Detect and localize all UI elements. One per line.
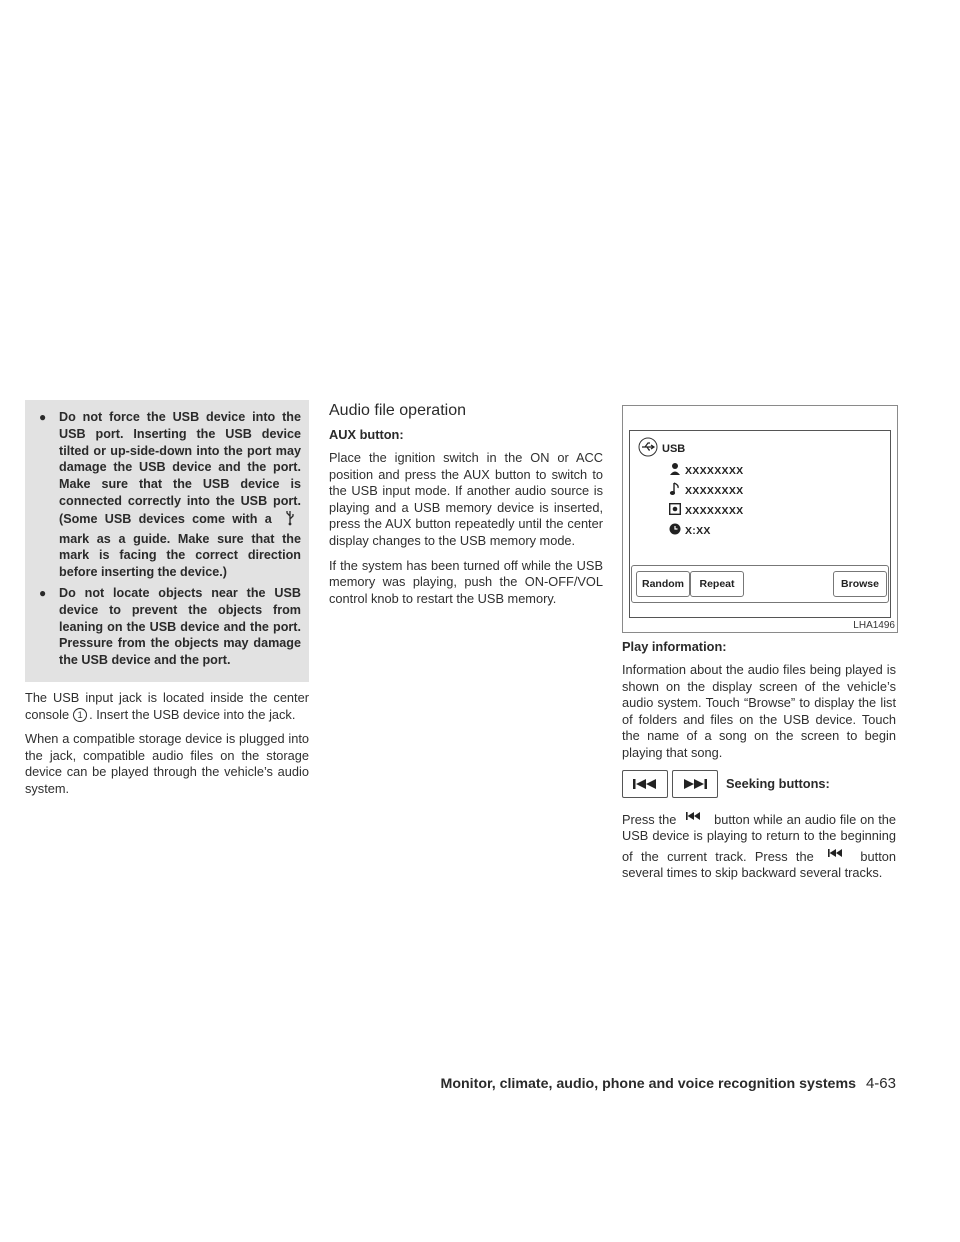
album-icon	[669, 502, 681, 520]
seek-buttons-row	[622, 770, 896, 798]
caution-item-objects	[33, 585, 301, 669]
song-text: XXXXXXXX	[685, 485, 744, 497]
page-number: 4-63	[865, 1075, 896, 1092]
bullet-icon: ●	[39, 585, 47, 600]
right-column	[622, 405, 896, 890]
footer-title: Monitor, climate, audio, phone and voice recognition systems	[440, 1076, 856, 1092]
screen-title	[638, 439, 685, 459]
clock-icon	[669, 522, 681, 540]
seek-text-2: button while an audio file on the USB device is playing to return to the beginning of the current track. Press the	[622, 811, 896, 864]
music-note-icon	[669, 482, 681, 501]
bullet-icon: ●	[39, 410, 47, 424]
middle-column	[329, 402, 603, 615]
artist-text: XXXXXXXX	[685, 465, 744, 477]
browse-button[interactable]: Browse	[833, 571, 887, 597]
skip-back-icon	[632, 778, 658, 790]
seek-text-1: Press the	[622, 811, 677, 827]
aux-paragraph-2: If the system has been turned off while the USB memory was playing, push the ON-OFF/VOL control knob to restart the USB memory.	[329, 557, 603, 606]
skip-forward-icon	[682, 778, 708, 790]
usb-jack-paragraph	[25, 690, 309, 723]
album-row	[669, 503, 743, 519]
caution-text-part1: Do not force the USB device into the USB port. Inserting the USB device tilted or up-side-down into the port may damage the USB device and the port. Make sure that the USB device is connected correctly into the USB port. (Some USB devices come with a	[59, 410, 301, 526]
aux-heading: AUX button:	[329, 427, 404, 442]
skip-back-icon	[828, 845, 842, 862]
seek-paragraph	[622, 808, 896, 882]
artist-icon	[669, 462, 681, 481]
seek-heading: Seeking buttons:	[726, 776, 830, 792]
aux-paragraph-1: Place the ignition switch in the ON or ACC position and press the AUX button to switch to the USB input mode. If another audio source is playing and a USB memory device is inserted, press the AUX button repeatedly until the center display changes to the USB memory mode.	[329, 450, 603, 548]
caution-text-part2: mark as a guide. Make sure that the mark is facing the correct direction before inserting the device.)	[59, 531, 301, 580]
time-text: X:XX	[685, 525, 711, 537]
usb-icon	[638, 437, 658, 462]
time-row	[669, 523, 711, 539]
left-column	[25, 400, 309, 806]
usb-trident-icon	[285, 510, 295, 531]
repeat-button[interactable]: Repeat	[690, 571, 744, 597]
callout-marker: 1	[73, 708, 87, 722]
compatible-device-paragraph: When a compatible storage device is plugged into the jack, compatible audio files on the storage device can be played through the vehicle’s audio system.	[25, 731, 309, 796]
caution-text: Do not locate objects near the USB device to prevent the objects from leaning on the USB device and the port. Pressure from the objects may damage the USB device and the port.	[59, 585, 301, 668]
artist-row	[669, 463, 743, 479]
usb-screen-figure	[622, 405, 898, 633]
section-heading: Audio file operation	[329, 402, 466, 419]
skip-back-icon	[686, 808, 700, 825]
song-row	[669, 483, 743, 499]
random-button[interactable]: Random	[636, 571, 690, 597]
jack-text-after: . Insert the USB device into the jack.	[89, 706, 296, 722]
play-info-heading: Play information:	[622, 639, 727, 654]
jack-text-before: The USB input jack is located inside the center console	[25, 689, 309, 722]
caution-box	[25, 400, 309, 682]
figure-id: LHA1496	[853, 620, 895, 631]
screen-source-label: USB	[662, 443, 686, 455]
page-footer	[433, 1075, 896, 1092]
play-info-paragraph: Information about the audio files being played is shown on the display screen of the vehicle’s audio system. Touch “Browse” to display the list of folders and files on the USB device. Touch the name of a song on the screen to begin playing that song.	[622, 662, 896, 760]
screen-button-bar	[631, 565, 889, 603]
album-text: XXXXXXXX	[685, 505, 744, 517]
display-screen	[629, 430, 891, 618]
seek-text-3: button several times to skip backward several tracks.	[622, 848, 897, 881]
seek-forward-button[interactable]	[672, 770, 718, 798]
caution-item-usb-port	[33, 409, 301, 581]
seek-back-button[interactable]	[622, 770, 668, 798]
